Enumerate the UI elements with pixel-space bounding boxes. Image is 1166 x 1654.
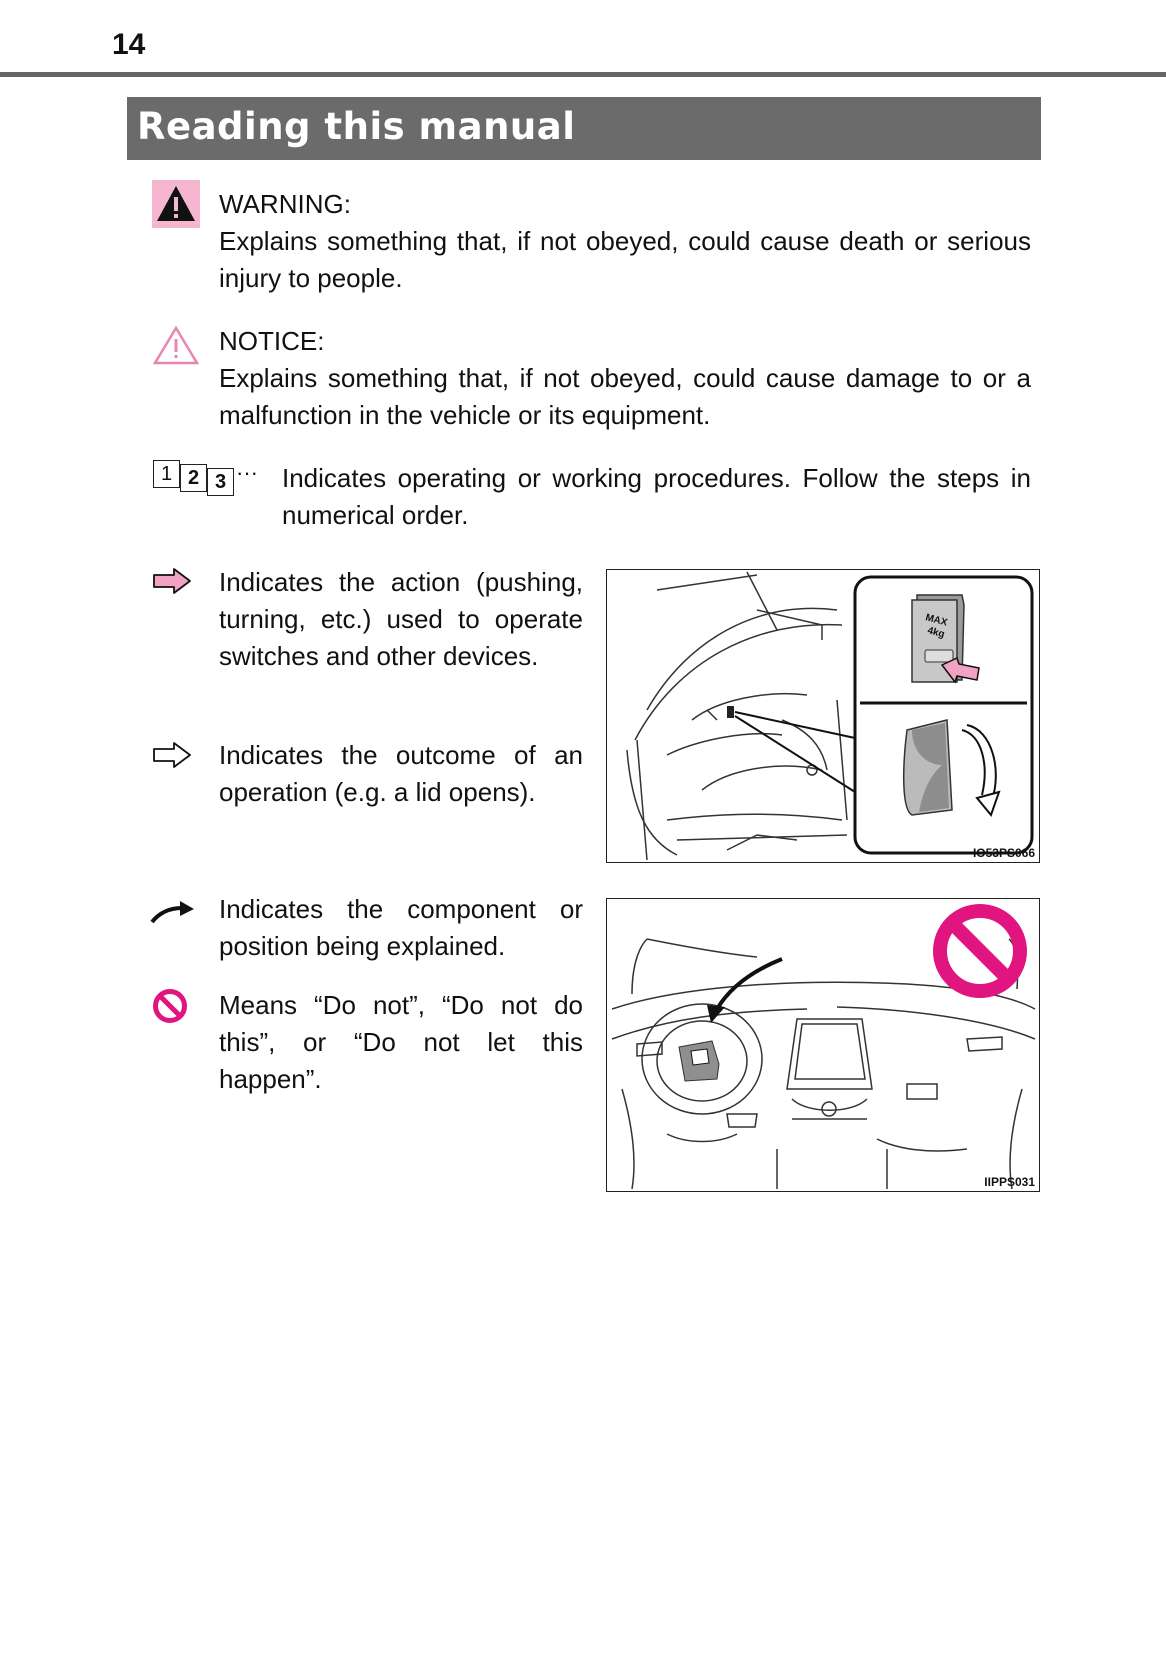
- action-text: Indicates the action (pushing, turning, etc.) used to operate switches and other devices.: [219, 567, 583, 671]
- figure-trunk-hook: [606, 569, 1040, 863]
- outcome-arrow-icon: [152, 741, 192, 769]
- section-banner: [127, 97, 1041, 160]
- do-not-text: Means “Do not”, “Do not do this”, or “Do not let this happen”.: [219, 990, 583, 1094]
- pointer-arrow-icon: [150, 898, 196, 924]
- step-box-1: 1: [153, 460, 180, 488]
- warning-icon: [152, 180, 200, 228]
- notice-text: Explains something that, if not obeyed, could cause damage to or a malfunction in the vehicle or its equipment.: [219, 363, 1031, 430]
- header-rule: [0, 72, 1166, 77]
- notice-icon: [152, 325, 200, 365]
- section-title: Reading this manual: [137, 105, 576, 148]
- notice-heading: NOTICE:: [219, 326, 325, 356]
- page-number: 14: [112, 28, 146, 61]
- figure-dashboard: [606, 898, 1040, 1192]
- step-box-2: 2: [180, 464, 207, 492]
- trunk-illustration: [607, 570, 1038, 861]
- outcome-text: Indicates the outcome of an operation (e.g. a lid opens).: [219, 740, 583, 807]
- step-ellipsis: ···: [236, 460, 258, 485]
- prohibition-icon: [152, 988, 188, 1024]
- figure1-code: IO53PS066: [972, 846, 1035, 860]
- step-numbers-icon: [153, 460, 273, 496]
- warning-heading: WARNING:: [219, 189, 351, 219]
- dashboard-illustration: [607, 899, 1038, 1190]
- procedure-text: Indicates operating or working procedures. Follow the steps in numerical order.: [282, 463, 1031, 530]
- hook-label-line2: 4kg: [926, 625, 946, 641]
- component-text: Indicates the component or position being explained.: [219, 894, 583, 961]
- action-arrow-icon: [152, 567, 192, 595]
- warning-text: Explains something that, if not obeyed, could cause death or serious injury to people.: [219, 226, 1031, 293]
- figure2-code: IIPPS031: [984, 1175, 1035, 1189]
- hook-label-line1: MAX: [924, 612, 949, 629]
- step-box-3: 3: [207, 468, 234, 496]
